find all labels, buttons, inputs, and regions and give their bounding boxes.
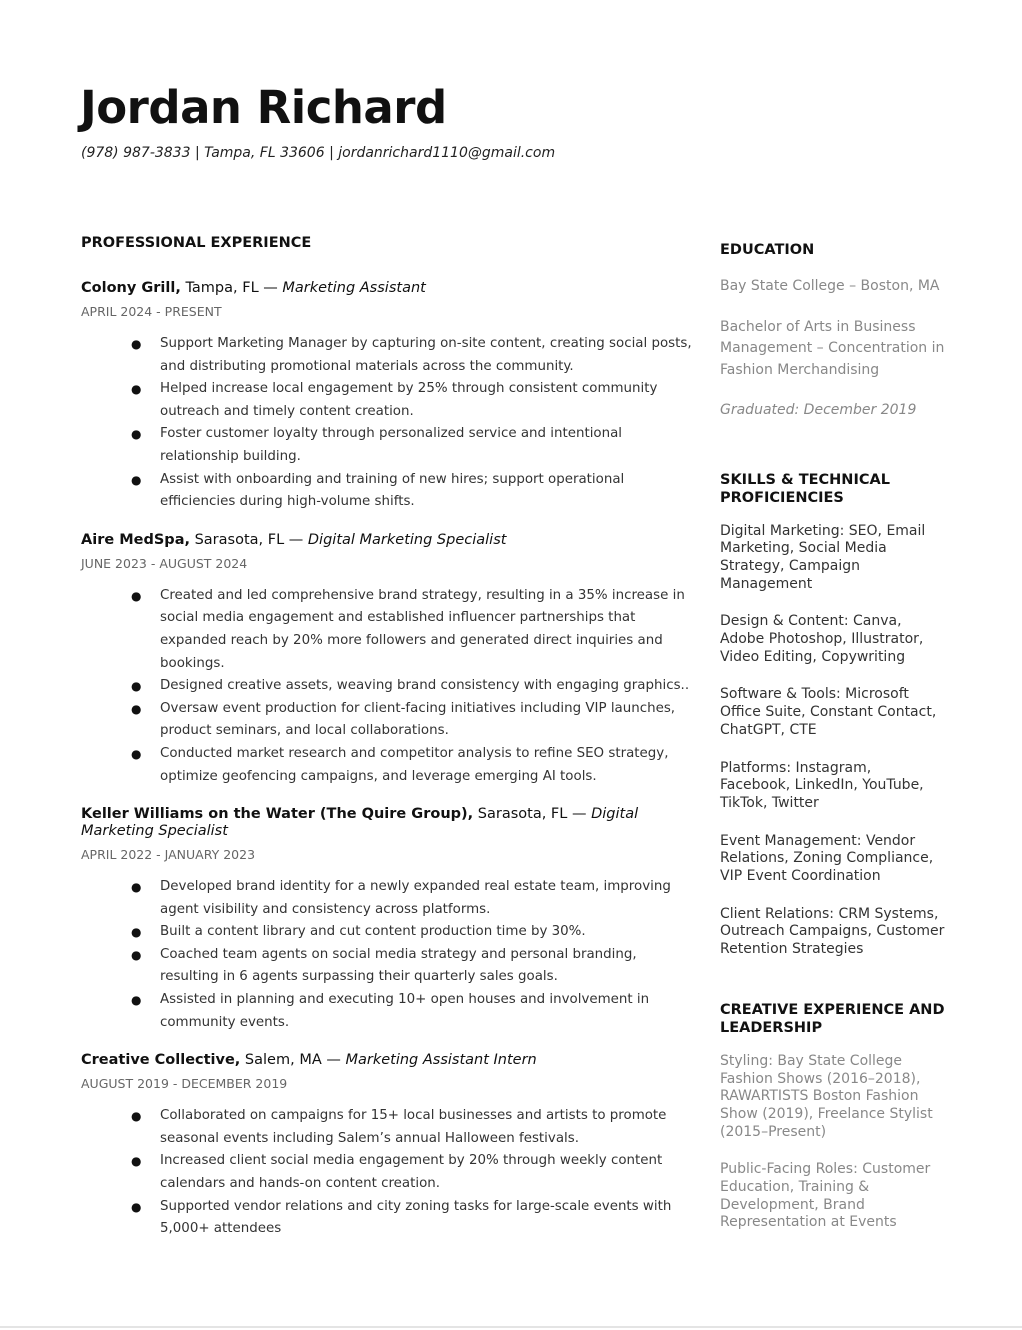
job-bullet: ● Conducted market research and competitor analysis to refine SEO strategy, optimize geofencing campaigns, and leverage emerging AI tools. — [81, 743, 696, 788]
sidebar-column — [720, 240, 945, 1252]
job-bullets — [81, 333, 701, 514]
job-location: Sarasota, FL — — [473, 806, 592, 823]
candidate-name: Jordan Richard — [80, 81, 447, 134]
job-bullet: ● Assisted in planning and executing 10+ open houses and involvement in community events. — [81, 989, 696, 1034]
bullet-dot: ● — [131, 993, 142, 1008]
bullet-dot: ● — [131, 701, 142, 716]
job-bullets — [81, 876, 701, 1034]
education-degree: Bachelor of Arts in Business Management – Concentration in Fashion Merchandising — [720, 318, 945, 378]
job-company: Colony Grill, — [81, 280, 181, 296]
job-entry — [81, 532, 701, 788]
job-header — [81, 806, 681, 840]
job-role: Digital Marketing Specialist — [81, 806, 639, 840]
bullet-dot: ● — [131, 679, 142, 694]
contact-line: (978) 987-3833 | Tampa, FL 33606 | jordanrichard1110@gmail.com — [81, 145, 556, 161]
education-school: Bay State College – Boston, MA — [720, 278, 940, 294]
job-role: Digital Marketing Specialist — [307, 531, 507, 548]
bullet-dot: ● — [131, 427, 142, 442]
bullet-dot: ● — [131, 1154, 142, 1169]
job-header — [81, 532, 681, 549]
job-dates: JUNE 2023 - AUGUST 2024 — [81, 555, 248, 571]
job-header — [81, 1052, 681, 1069]
job-company: Aire MedSpa, — [81, 531, 190, 548]
job-dates: APRIL 2022 - JANUARY 2023 — [81, 847, 256, 863]
job-bullets — [81, 1105, 701, 1241]
experience-column — [81, 233, 701, 1259]
bullet-dot: ● — [131, 1109, 142, 1124]
job-bullet: ● Helped increase local engagement by 25% through consistent community outreach and timely content creation. — [81, 378, 696, 423]
job-bullet: ● Collaborated on campaigns for 15+ local businesses and artists to promote seasonal events including Salem’s annual Halloween festivals. — [81, 1105, 696, 1150]
job-bullet: ● Foster customer loyalty through personalized service and intentional relationship building. — [81, 423, 696, 468]
bullet-dot: ● — [131, 925, 142, 940]
creative-item: Public-Facing Roles: Customer Education, Training & Development, Brand Representation at Events — [720, 1161, 931, 1231]
job-header — [81, 280, 681, 297]
skill-item: Event Management: Vendor Relations, Zoning Compliance, VIP Event Coordination — [720, 832, 934, 885]
bullet-dot: ● — [131, 472, 142, 487]
bullet-dot: ● — [131, 337, 142, 351]
bullet-dot: ● — [131, 588, 142, 603]
experience-heading: PROFESSIONAL EXPERIENCE — [81, 235, 312, 251]
bullet-dot: ● — [131, 382, 142, 397]
skill-item: Client Relations: CRM Systems, Outreach Campaigns, Customer Retention Strategies — [720, 905, 945, 958]
skill-item: Software & Tools: Microsoft Office Suite, Constant Contact, ChatGPT, CTE — [720, 686, 937, 738]
job-location: Tampa, FL — — [180, 280, 283, 296]
education-graduated: Graduated: December 2019 — [720, 402, 917, 418]
skill-item: Platforms: Instagram, Facebook, LinkedIn, YouTube, TikTok, Twitter — [720, 759, 924, 811]
job-bullet: ● Increased client social media engagement by 20% through weekly content calendars and hands-on content creation. — [81, 1150, 696, 1195]
job-location: Sarasota, FL — — [189, 531, 308, 548]
job-entry — [81, 280, 701, 514]
bullet-dot: ● — [131, 947, 142, 962]
job-bullet: ● Oversaw event production for client-facing initiatives including VIP launches, product seminars, and local collaborations. — [81, 698, 696, 743]
bullet-dot: ● — [131, 880, 142, 895]
skills-heading: SKILLS & TECHNICAL PROFICIENCIES — [720, 471, 890, 506]
job-bullets — [81, 585, 701, 788]
creative-item: Styling: Bay State College Fashion Shows (2016–2018), RAWARTISTS Boston Fashion Show (2019), Freelance Stylist (2015–Present) — [720, 1052, 933, 1140]
page-bottom-divider — [0, 1326, 1022, 1328]
job-dates: AUGUST 2019 - DECEMBER 2019 — [81, 1076, 288, 1092]
job-location: Salem, MA — — [240, 1052, 346, 1069]
job-role: Marketing Assistant — [282, 280, 426, 296]
job-company: Creative Collective, — [81, 1052, 241, 1069]
job-dates: APRIL 2024 - PRESENT — [81, 304, 222, 319]
job-bullet: ● Developed brand identity for a newly expanded real estate team, improving agent visibility and consistency across platforms. — [81, 876, 696, 921]
job-bullet: ● Designed creative assets, weaving brand consistency with engaging graphics.. — [81, 675, 696, 698]
job-bullet: ● Created and led comprehensive brand strategy, resulting in a 35% increase in social media engagement and established influencer partnerships that expanded reach by 20% more followers and generated direct inquiries and bookings. — [81, 585, 696, 675]
job-entry — [81, 1052, 701, 1241]
job-company: Keller Williams on the Water (The Quire Group), — [81, 806, 474, 823]
skill-item: Digital Marketing: SEO, Email Marketing, Social Media Strategy, Campaign Management — [720, 522, 926, 592]
job-bullet: ● Assist with onboarding and training of new hires; support operational efficiencies during high-volume shifts. — [81, 469, 696, 514]
job-entry — [81, 806, 701, 1034]
job-bullet: ● Coached team agents on social media strategy and personal branding, resulting in 6 agents surpassing their quarterly sales goals. — [81, 944, 696, 989]
job-bullet: ● Supported vendor relations and city zoning tasks for large-scale events with 5,000+ attendees — [81, 1196, 696, 1241]
education-heading: EDUCATION — [720, 242, 815, 258]
job-bullet: ● Built a content library and cut content production time by 30%. — [81, 921, 696, 944]
job-bullet: ● Support Marketing Manager by capturing on-site content, creating social posts, and distributing promotional materials across the community. — [81, 333, 696, 378]
creative-heading: CREATIVE EXPERIENCE AND LEADERSHIP — [720, 1001, 945, 1036]
bullet-dot: ● — [131, 1199, 142, 1214]
skill-item: Design & Content: Canva, Adobe Photoshop, Illustrator, Video Editing, Copywriting — [720, 613, 924, 665]
job-role: Marketing Assistant Intern — [345, 1052, 537, 1069]
bullet-dot: ● — [131, 746, 142, 761]
